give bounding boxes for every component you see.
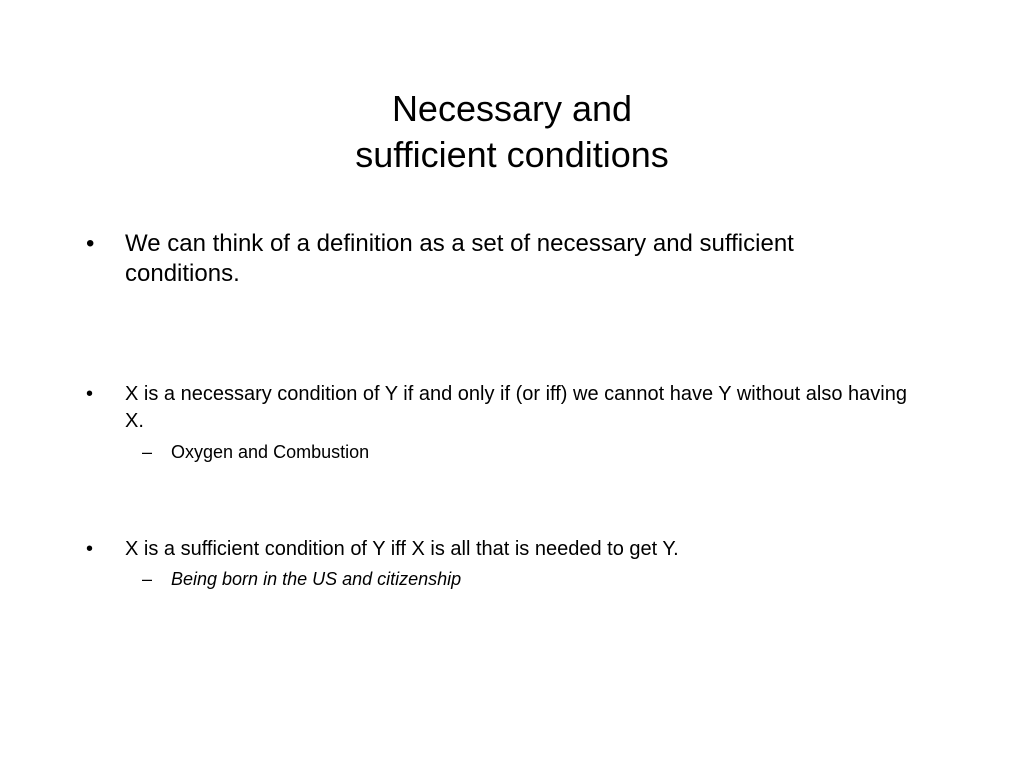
- bullet-text: X is a sufficient condition of Y iff X is all that is needed to get Y.: [125, 538, 679, 560]
- sub-bullet-sufficient-example: [142, 567, 642, 591]
- sub-bullet-marker: –: [142, 442, 153, 462]
- bullet-marker: •: [86, 230, 95, 257]
- bullet-marker: •: [86, 383, 94, 405]
- bullet-necessary-condition: [86, 381, 916, 435]
- sub-bullet-marker: –: [142, 569, 153, 589]
- slide-title: [0, 86, 1024, 178]
- bullet-text: X is a necessary condition of Y if and only if (or iff) we cannot have Y without also having X.: [125, 383, 907, 432]
- bullet-text: We can think of a definition as a set of necessary and sufficient conditions.: [125, 230, 794, 287]
- title-line-1: Necessary and: [391, 88, 633, 129]
- title-line-2: sufficient conditions: [355, 134, 669, 175]
- bullet-marker: •: [86, 538, 94, 560]
- sub-bullet-text: Being born in the US and citizenship: [171, 569, 462, 589]
- sub-bullet-necessary-example: [142, 440, 642, 464]
- sub-bullet-text: Oxygen and Combustion: [171, 442, 370, 462]
- bullet-definition: [86, 229, 866, 289]
- bullet-sufficient-condition: [86, 536, 916, 563]
